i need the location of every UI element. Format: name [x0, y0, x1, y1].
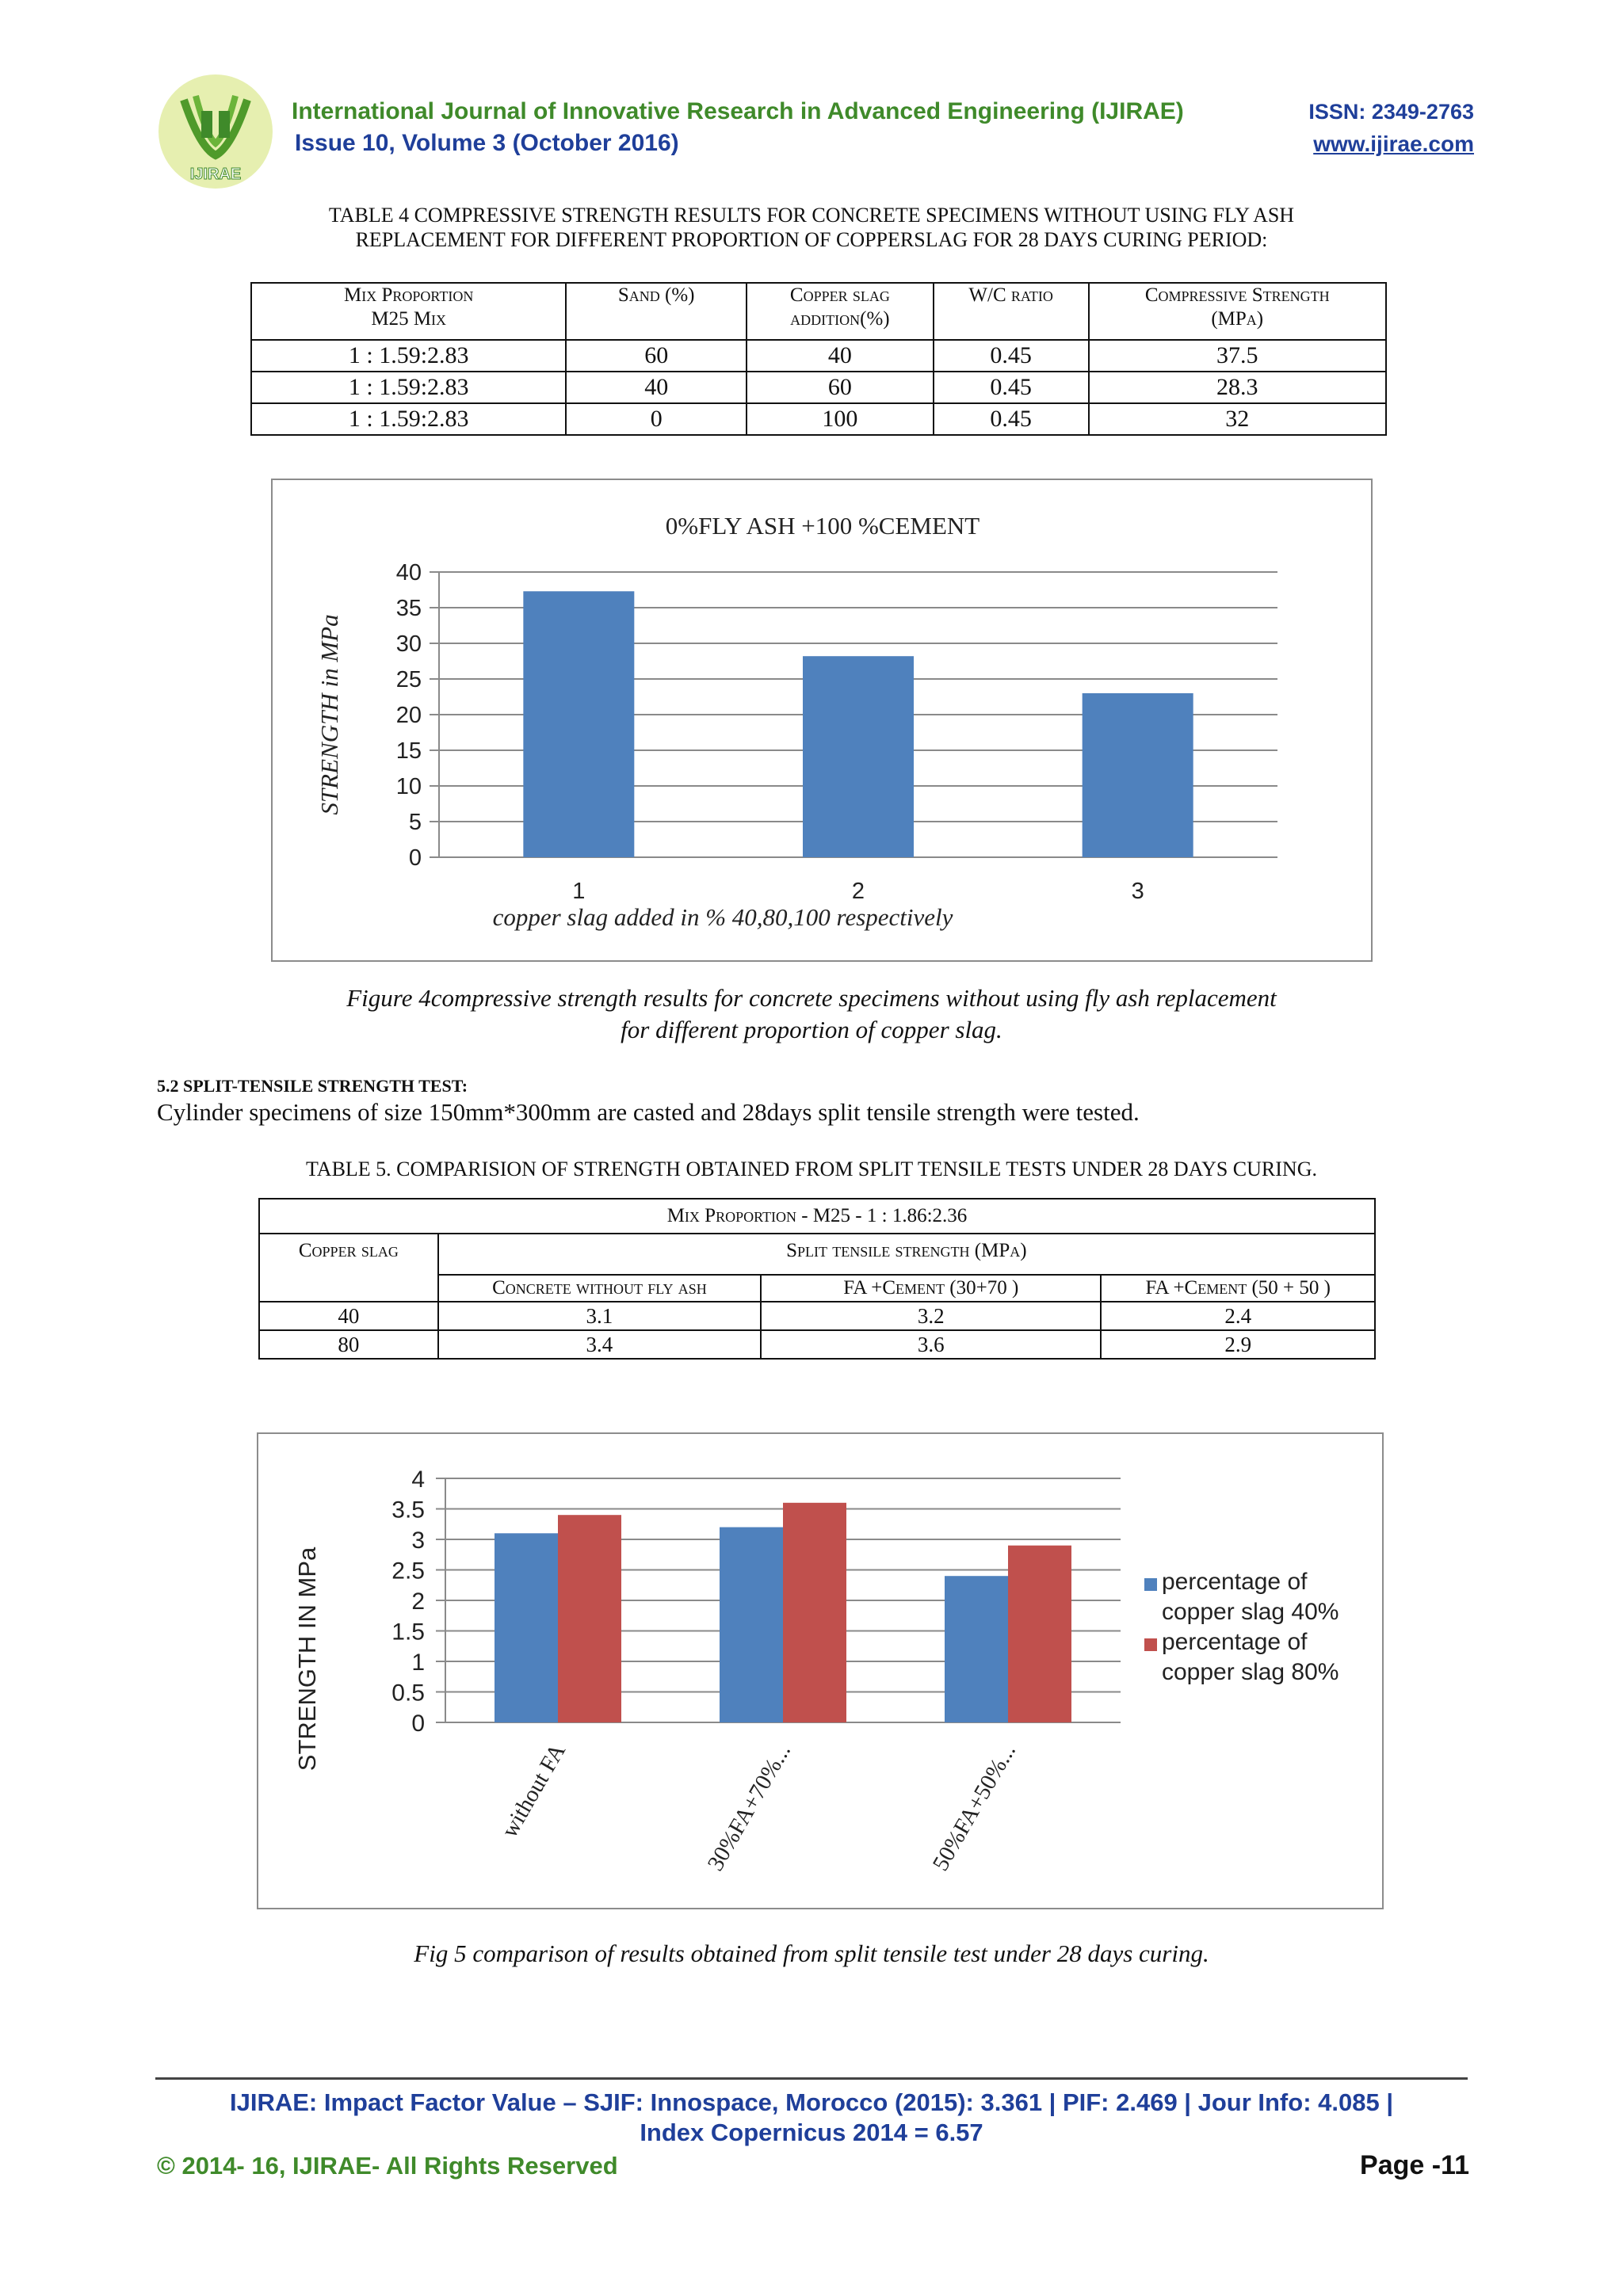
- table-cell: 40: [259, 1302, 438, 1330]
- footer-page-number: Page -11: [1360, 2150, 1469, 2180]
- chart2-legend-swatch: [1144, 1578, 1157, 1591]
- chart1-ytick-label: 35: [395, 596, 422, 621]
- table5-mix-proportion: Mix Proportion - M25 - 1 : 1.86:2.36: [259, 1199, 1375, 1234]
- table-cell: 3.4: [438, 1330, 761, 1359]
- chart1-svg: [273, 480, 1371, 960]
- table-cell: 2.4: [1101, 1302, 1375, 1330]
- table4-header: Compressive Strength (MPa): [1089, 283, 1387, 340]
- chart1-ytick-label: 25: [395, 667, 422, 692]
- section-text: Cylinder specimens of size 150mm*300mm are casted and 28days split tensile strength were tested.: [157, 1098, 1140, 1126]
- chart1-bar: [1083, 693, 1193, 857]
- table-row: [259, 1330, 1375, 1359]
- chart2-legend-label: copper slag 40%: [1162, 1599, 1339, 1625]
- table4: [250, 282, 1387, 436]
- table-row: [251, 403, 1386, 435]
- table-row: [251, 372, 1386, 403]
- table5-mix-row: [259, 1199, 1375, 1234]
- table-cell: 1 : 1.59:2.83: [251, 372, 566, 403]
- table5-split-header: Split tensile strength (MPa): [438, 1234, 1375, 1275]
- table4-header: Copper slag addition(%): [747, 283, 934, 340]
- table-cell: 32: [1089, 403, 1387, 435]
- table-row: [259, 1302, 1375, 1330]
- chart2-ytick-label: 4: [411, 1466, 425, 1493]
- table-cell: 3.2: [761, 1302, 1101, 1330]
- table-row: [251, 340, 1386, 372]
- chart2-bar: [945, 1576, 1008, 1722]
- figure5-caption: Fig 5 comparison of results obtained from split tensile test under 28 days curing.: [414, 1939, 1209, 1967]
- table-cell: 40: [566, 372, 747, 403]
- table5-caption: TABLE 5. COMPARISION OF STRENGTH OBTAINED FROM SPLIT TENSILE TESTS UNDER 28 DAYS CURING.: [306, 1158, 1317, 1180]
- figure4-caption: [158, 982, 1465, 1046]
- chart2-ytick-label: 2.5: [391, 1558, 425, 1585]
- table-cell: 0.45: [934, 372, 1089, 403]
- chart2-ytick-label: 3.5: [391, 1497, 425, 1524]
- issue-info: Issue 10, Volume 3 (October 2016): [295, 130, 679, 156]
- table4-caption: [158, 203, 1465, 252]
- issn: ISSN: 2349-2763: [1308, 100, 1474, 124]
- chart1-bar: [803, 656, 914, 857]
- table-cell: 0: [566, 403, 747, 435]
- table-cell: 60: [566, 340, 747, 372]
- chart1-ytick-label: 10: [395, 774, 422, 799]
- chart1-bar: [523, 591, 634, 857]
- chart2-ytick-label: 3: [411, 1527, 425, 1554]
- table5-subheader: FA +Cement (30+70 ): [761, 1275, 1101, 1302]
- chart2-ytick-label: 1: [411, 1650, 425, 1676]
- chart1-xtick-label: 3: [1131, 879, 1144, 904]
- chart1-title: 0%FLY ASH +100 %CEMENT: [665, 512, 980, 540]
- chart1-ytick-label: 20: [395, 703, 422, 728]
- chart2-bar: [495, 1533, 558, 1722]
- logo-text: IJIRAE: [189, 166, 242, 183]
- chart1-ytick-label: 0: [408, 845, 422, 871]
- figure4-caption-line2: for different proportion of copper slag.: [621, 1016, 1002, 1043]
- chart1-ytick-label: 30: [395, 631, 422, 657]
- chart1-ytick-label: 15: [395, 738, 422, 764]
- chart2-xtick-label: 50%FA+50%...: [927, 1739, 1022, 1875]
- table4-caption-line1: TABLE 4 COMPRESSIVE STRENGTH RESULTS FOR CONCRETE SPECIMENS WITHOUT USING FLY ASH: [328, 204, 1295, 227]
- chart2-svg: [258, 1434, 1382, 1908]
- chart2-ytick-label: 0: [411, 1711, 425, 1737]
- chart2-ytick-label: 0.5: [391, 1680, 425, 1707]
- table-cell: 0.45: [934, 340, 1089, 372]
- table-cell: 60: [747, 372, 934, 403]
- table-cell: 0.45: [934, 403, 1089, 435]
- chart1-ytick-label: 5: [408, 810, 422, 835]
- chart1-frame: [271, 479, 1373, 962]
- table-cell: 40: [747, 340, 934, 372]
- chart2-xtick-label: 30%FA+70%...: [702, 1739, 796, 1875]
- chart1-xtick-label: 1: [572, 879, 586, 904]
- chart1-xlabel: copper slag added in % 40,80,100 respectively: [492, 903, 953, 931]
- chart2-legend-swatch: [1144, 1638, 1157, 1651]
- chart2-bar: [783, 1503, 846, 1722]
- table4-header-row: [251, 283, 1386, 340]
- chart2-xtick-label: without FA: [496, 1739, 571, 1842]
- chart2-legend-label: percentage of: [1162, 1629, 1308, 1655]
- table5-copper-slag-header: Copper slag: [259, 1234, 438, 1302]
- chart2-bar: [558, 1515, 621, 1722]
- table4-header: W/C ratio: [934, 283, 1089, 340]
- table5-subheader: Concrete without fly ash: [438, 1275, 761, 1302]
- chart2-ytick-label: 1.5: [391, 1619, 425, 1646]
- chart2-ytick-label: 2: [411, 1589, 425, 1615]
- figure4-caption-line1: Figure 4compressive strength results for concrete specimens without using fly ash replacement: [346, 984, 1277, 1012]
- journal-title: International Journal of Innovative Research in Advanced Engineering (IJIRAE): [292, 98, 1184, 124]
- chart1-ytick-label: 40: [395, 560, 422, 585]
- footer-divider: [155, 2077, 1468, 2080]
- chart2-bar: [720, 1527, 783, 1722]
- ijirae-logo: [152, 68, 279, 195]
- chart2-frame: [257, 1432, 1384, 1909]
- table4-header: Sand (%): [566, 283, 747, 340]
- chart2-ylabel: STRENGTH IN MPa: [293, 1547, 321, 1772]
- table-cell: 80: [259, 1330, 438, 1359]
- table-cell: 28.3: [1089, 372, 1387, 403]
- section-heading: 5.2 SPLIT-TENSILE STRENGTH TEST:: [157, 1076, 468, 1096]
- chart2-bar: [1008, 1546, 1071, 1722]
- table-cell: 2.9: [1101, 1330, 1375, 1359]
- table4-header: Mix Proportion M25 Mix: [251, 283, 566, 340]
- table5-header-row: [259, 1234, 1375, 1275]
- chart2-legend-label: percentage of: [1162, 1569, 1308, 1595]
- table4-caption-line2: REPLACEMENT FOR DIFFERENT PROPORTION OF COPPERSLAG FOR 28 DAYS CURING PERIOD:: [355, 228, 1268, 251]
- chart1-xtick-label: 2: [851, 879, 865, 904]
- table-cell: 37.5: [1089, 340, 1387, 372]
- table-cell: 1 : 1.59:2.83: [251, 340, 566, 372]
- chart1-ylabel: STRENGTH in MPa: [315, 614, 343, 815]
- footer-impact-line1: IJIRAE: Impact Factor Value – SJIF: Innospace, Morocco (2015): 3.361 | PIF: 2.469 | Jour Info: 4.085 |: [230, 2088, 1393, 2116]
- footer-impact-line2: Index Copernicus 2014 = 6.57: [640, 2119, 983, 2146]
- table-cell: 3.6: [761, 1330, 1101, 1359]
- footer-copyright: © 2014- 16, IJIRAE- All Rights Reserved: [157, 2152, 618, 2180]
- website-link[interactable]: www.ijirae.com: [1313, 132, 1474, 156]
- table-cell: 100: [747, 403, 934, 435]
- chart2-legend-label: copper slag 80%: [1162, 1659, 1339, 1685]
- table-cell: 3.1: [438, 1302, 761, 1330]
- table-cell: 1 : 1.59:2.83: [251, 403, 566, 435]
- table5-subheader: FA +Cement (50 + 50 ): [1101, 1275, 1375, 1302]
- table5: [258, 1198, 1376, 1360]
